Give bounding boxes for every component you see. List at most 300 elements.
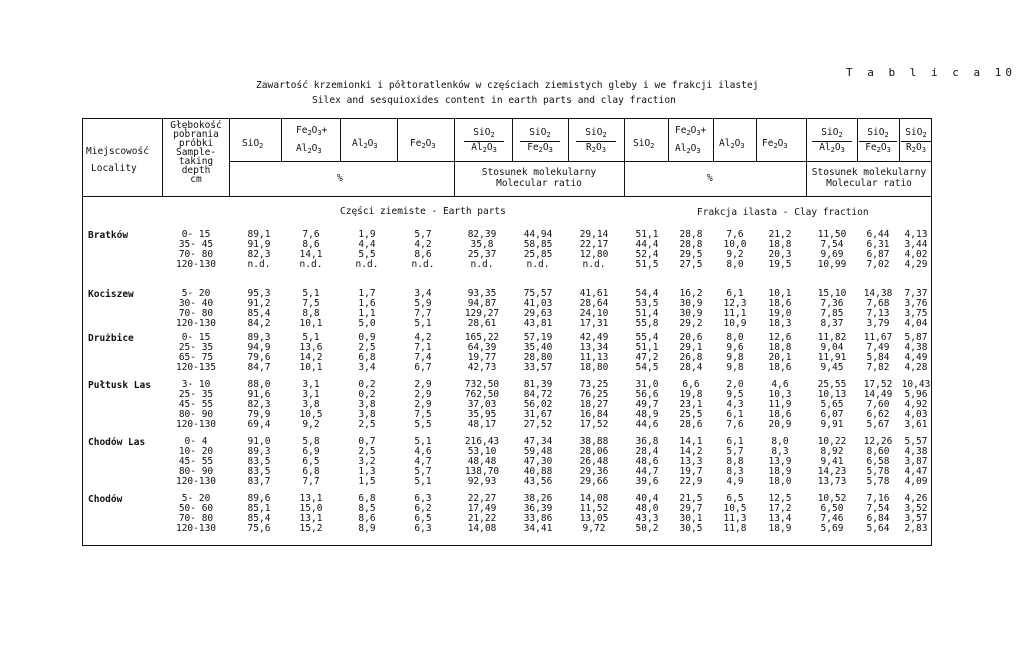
table-cell: 14,38 [863,288,893,299]
table-cell: 4,2 [414,332,432,343]
table-cell: 9,41 [820,456,844,467]
table-cell: 93,35 [467,288,497,299]
table-cell: 13,4 [768,513,792,524]
value-column-b [296,437,326,487]
table-cell: 45- 55 [178,399,214,410]
value-column-depth [164,289,228,329]
table-cell: 21,2 [768,229,792,240]
table-cell: 52,4 [635,249,659,260]
table-cell: 0- 15 [181,229,211,240]
table-cell: 88,0 [247,379,271,390]
col-rule [340,118,341,161]
table-cell: 19,7 [679,466,703,477]
table-cell: 41,61 [579,288,609,299]
table-cell: 91,6 [247,389,271,400]
value-column-d [408,333,438,373]
table-cell: 91,2 [247,298,271,309]
table-cell: 5,0 [358,318,376,329]
table-cell: 85,4 [247,308,271,319]
locality-name: Kociszew [88,289,134,300]
table-cell: 15,0 [299,503,323,514]
table-cell: 53,5 [635,298,659,309]
table-cell: 41,03 [523,298,553,309]
table-cell: 6,8 [302,466,320,477]
table-cell: 54,5 [635,362,659,373]
col-rule [281,118,282,161]
value-column-l [810,333,854,373]
table-cell: n.d. [411,259,435,270]
table-cell: 34,41 [523,523,553,534]
value-column-depth [164,333,228,373]
table-cell: 3,8 [302,399,320,410]
table-cell: 19,8 [679,389,703,400]
value-column-c [352,289,382,329]
table-cell: 18,8 [768,239,792,250]
table-cell: 5,1 [414,436,432,447]
table-cell: 83,5 [247,466,271,477]
table-cell: 19,77 [467,352,497,363]
table-cell: 8,60 [866,446,890,457]
table-cell: 25,5 [679,409,703,420]
table-cell: 53,10 [467,446,497,457]
table-cell: 6,62 [866,409,890,420]
table-cell: 10- 20 [178,446,214,457]
value-column-depth [164,230,228,270]
value-column-i [675,289,707,329]
header-clay-sio2-fe2o3: SiO$_2$ $Fe_2O_3$ [859,127,897,156]
table-cell: 2,9 [414,399,432,410]
table-cell: 7,49 [866,342,890,353]
table-cell: n.d. [247,259,271,270]
table-cell: 2,9 [414,389,432,400]
col-rule [568,118,569,161]
table-cell: 5,8 [302,436,320,447]
table-cell: 28,6 [679,419,703,430]
table-cell: 8,6 [414,249,432,260]
table-cell: 5,87 [904,332,928,343]
table-cell: 5,1 [302,288,320,299]
table-cell: 12,26 [863,436,893,447]
value-column-e [460,380,504,430]
table-cell: 165,22 [464,332,500,343]
header-percent: % [337,173,343,184]
table-cell: 0,2 [358,389,376,400]
table-cell: 28,4 [679,362,703,373]
table-cell: 13,9 [768,456,792,467]
col-rule [857,118,858,161]
table-cell: 10,3 [768,389,792,400]
section-clay-fraction: Frakcja ilasta - Clay fraction [697,207,869,218]
table-cell: 15,2 [299,523,323,534]
value-column-b [296,494,326,534]
table-cell: n.d. [299,259,323,270]
table-cell: 7,68 [866,298,890,309]
table-cell: 35- 45 [178,239,214,250]
header-sio2-al2o3: SiO$_2$ $Al_2O_3$ [464,127,504,156]
table-cell: 4,9 [726,476,744,487]
table-cell: 25- 35 [178,389,214,400]
value-column-e [460,230,504,270]
value-column-h [631,494,663,534]
table-cell: 7,13 [866,308,890,319]
table-cell: 27,5 [679,259,703,270]
table-cell: 18,27 [579,399,609,410]
table-cell: 7,5 [302,298,320,309]
table-cell: 94,9 [247,342,271,353]
table-cell: 9,6 [726,342,744,353]
table-cell: 10,0 [723,239,747,250]
table-cell: 43,81 [523,318,553,329]
table-cell: 2,5 [358,342,376,353]
table-cell: 70- 80 [178,249,214,260]
header-clay-sio2-al2o3: SiO$_2$ $Al_2O_3$ [812,127,852,156]
table-cell: 16,2 [679,288,703,299]
table-cell: 17,2 [768,503,792,514]
table-cell: 64,39 [467,342,497,353]
table-cell: 13,3 [679,456,703,467]
header-clay-fe2o3: $Fe_2O_3$ [762,138,788,150]
table-cell: 3- 10 [181,379,211,390]
table-cell: 35,40 [523,342,553,353]
table-cell: 73,25 [579,379,609,390]
value-column-a [244,437,274,487]
table-cell: 12,80 [579,249,609,260]
value-column-depth [164,437,228,487]
table-cell: 48,48 [467,456,497,467]
table-cell: 16,84 [579,409,609,420]
table-cell: 138,70 [464,466,500,477]
table-cell: 9,91 [820,419,844,430]
table-cell: 6,3 [414,493,432,504]
table-cell: 7,6 [726,229,744,240]
table-cell: 7,7 [414,308,432,319]
table-cell: 10,1 [299,362,323,373]
table-cell: 3,52 [904,503,928,514]
table-cell: 29,66 [579,476,609,487]
table-cell: 82,39 [467,229,497,240]
value-column-depth [164,380,228,430]
table-cell: 9,45 [820,362,844,373]
value-column-a [244,289,274,329]
table-cell: 4,49 [904,352,928,363]
table-cell: 8,37 [820,318,844,329]
table-cell: 29,63 [523,308,553,319]
table-cell: 2,5 [358,446,376,457]
value-column-d [408,380,438,430]
value-column-e [460,289,504,329]
table-cell: 30,1 [679,513,703,524]
table-cell: 7,54 [820,239,844,250]
table-cell: 17,52 [863,379,893,390]
header-clay-sio2-r2o3: SiO$_2$ $R_2O_3$ [901,127,931,156]
table-cell: 2,9 [414,379,432,390]
table-cell: 15,10 [817,288,847,299]
value-column-g [572,437,616,487]
table-cell: 5,7 [414,466,432,477]
table-cell: 3,44 [904,239,928,250]
value-column-e [460,494,504,534]
table-cell: 51,4 [635,308,659,319]
value-column-a [244,230,274,270]
table-cell: 18,3 [768,318,792,329]
header-fe2o3-al2o3: $Fe_2O_3+$ [296,125,328,137]
table-cell: 25,55 [817,379,847,390]
table-cell: 6,50 [820,503,844,514]
table-cell: 18,6 [768,298,792,309]
table-cell: 5,1 [414,318,432,329]
table-cell: 3,8 [358,409,376,420]
table-cell: 25,85 [523,249,553,260]
table-cell: 92,93 [467,476,497,487]
table-cell: 5,1 [414,476,432,487]
table-cell: 1,5 [358,476,376,487]
table-cell: 6,5 [414,513,432,524]
table-cell: 10,5 [299,409,323,420]
value-column-f [516,230,560,270]
table-cell: 11,82 [817,332,847,343]
table-cell: 75,57 [523,288,553,299]
table-cell: 7,54 [866,503,890,514]
value-column-b [296,289,326,329]
header-al2o3: $Al_2O_3$ [352,138,378,150]
table-cell: 9,8 [726,352,744,363]
table-cell: 5- 20 [181,493,211,504]
table-cell: 26,48 [579,456,609,467]
table-cell: 13,6 [299,342,323,353]
table-cell: 20,6 [679,332,703,343]
locality-name: Chodów Las [88,437,146,448]
table-cell: 11,91 [817,352,847,363]
table-cell: 3,79 [866,318,890,329]
table-cell: 55,8 [635,318,659,329]
value-column-k [762,230,798,270]
table-cell: 48,9 [635,409,659,420]
value-column-j [719,437,751,487]
table-cell: 10,5 [723,503,747,514]
table-cell: 3,61 [904,419,928,430]
table-cell: 120-130 [175,318,217,329]
value-column-n [901,494,931,534]
col-rule [162,118,163,196]
table-cell: 4,26 [904,493,928,504]
table-cell: 4,09 [904,476,928,487]
value-column-j [719,333,751,373]
value-column-depth [164,494,228,534]
value-column-k [762,437,798,487]
table-cell: 29,14 [579,229,609,240]
table-cell: 30,5 [679,523,703,534]
table-cell: 19,0 [768,308,792,319]
table-cell: 0,9 [358,332,376,343]
table-cell: 9,8 [726,362,744,373]
value-column-h [631,289,663,329]
table-cell: 762,50 [464,389,500,400]
value-column-l [810,289,854,329]
table-cell: 6,7 [414,362,432,373]
table-cell: 50- 60 [178,503,214,514]
table-cell: 7,7 [302,476,320,487]
table-cell: 11,50 [817,229,847,240]
table-cell: 11,13 [579,352,609,363]
table-cell: 5,65 [820,399,844,410]
value-column-l [810,230,854,270]
table-cell: 81,39 [523,379,553,390]
table-cell: 17,31 [579,318,609,329]
table-cell: 120-130 [175,523,217,534]
value-column-g [572,380,616,430]
table-cell: 3,2 [358,456,376,467]
table-cell: 7,4 [414,352,432,363]
table-cell: 58,85 [523,239,553,250]
header-clay-ratio-en: Molecular ratio [826,178,912,189]
value-column-d [408,289,438,329]
table-cell: 5,78 [866,466,890,477]
table-cell: 8,9 [358,523,376,534]
table-cell: 20,9 [768,419,792,430]
table-cell: 8,5 [358,503,376,514]
header-ratio-en: Molecular ratio [496,178,582,189]
table-cell: 5,78 [866,476,890,487]
table-cell: 9,2 [302,419,320,430]
table-cell: 48,0 [635,503,659,514]
col-rule [512,118,513,161]
value-column-f [516,437,560,487]
title-polish: Zawartość krzemionki i półtoratlenków w częściach ziemistych gleby i we frakcji ilastej [256,80,759,91]
table-cell: 7,02 [866,259,890,270]
table-cell: 47,34 [523,436,553,447]
table-cell: 28,8 [679,239,703,250]
table-cell: 6,9 [302,446,320,457]
value-column-h [631,333,663,373]
value-column-i [675,494,707,534]
table-cell: 10,22 [817,436,847,447]
table-cell: 7,36 [820,298,844,309]
table-cell: 4,38 [904,446,928,457]
table-cell: 8,8 [726,456,744,467]
table-cell: 5,5 [358,249,376,260]
header-ratio-pl: Stosunek molekularny [481,167,597,178]
table-cell: 36,39 [523,503,553,514]
table-cell: 27,52 [523,419,553,430]
table-cell: 20,3 [768,249,792,260]
table-cell: 28,64 [579,298,609,309]
value-column-g [572,230,616,270]
table-cell: 30- 40 [178,298,214,309]
table-cell: 5,69 [820,523,844,534]
table-cell: 0- 15 [181,332,211,343]
table-cell: 70- 80 [178,308,214,319]
locality-name: Pułtusk Las [88,380,151,391]
table-cell: 6,5 [302,456,320,467]
table-cell: 10,43 [901,379,931,390]
table-cell: 4,7 [414,456,432,467]
table-cell: 6,5 [726,493,744,504]
table-cell: 28,8 [679,229,703,240]
table-cell: 4,38 [904,342,928,353]
table-cell: 1,7 [358,288,376,299]
table-cell: 10,99 [817,259,847,270]
table-cell: 33,57 [523,362,553,373]
value-column-m [859,333,897,373]
table-cell: 14,08 [467,523,497,534]
table-cell: 28,61 [467,318,497,329]
table-cell: 5,7 [726,446,744,457]
value-column-m [859,437,897,487]
table-cell: 29,7 [679,503,703,514]
value-column-m [859,289,897,329]
table-cell: 31,67 [523,409,553,420]
table-cell: 11,1 [723,308,747,319]
table-cell: 18,0 [768,476,792,487]
table-cell: 6,84 [866,513,890,524]
value-column-n [901,289,931,329]
table-cell: 65- 75 [178,352,214,363]
table-cell: 4,3 [726,399,744,410]
table-cell: 7,85 [820,308,844,319]
table-cell: 3,75 [904,308,928,319]
value-column-a [244,380,274,430]
table-cell: 43,56 [523,476,553,487]
header-sio2: SiO$_2$ [242,138,264,150]
table-cell: n.d. [526,259,550,270]
col-rule [229,118,230,196]
table-cell: 0,7 [358,436,376,447]
table-cell: 5,1 [302,332,320,343]
value-column-h [631,437,663,487]
table-cell: 91,9 [247,239,271,250]
table-cell: 18,6 [768,409,792,420]
table-cell: 7,82 [866,362,890,373]
value-column-k [762,494,798,534]
table-cell: 57,19 [523,332,553,343]
table-cell: 43,3 [635,513,659,524]
value-column-i [675,380,707,430]
col-rule [899,118,900,161]
value-column-h [631,380,663,430]
table-cell: n.d. [355,259,379,270]
table-cell: 4,28 [904,362,928,373]
table-cell: n.d. [470,259,494,270]
table-cell: 5,9 [414,298,432,309]
table-cell: 7,6 [302,229,320,240]
table-cell: 8,6 [302,239,320,250]
table-cell: 3,87 [904,456,928,467]
table-cell: 33,86 [523,513,553,524]
table-cell: 85,4 [247,513,271,524]
header-locality-pl: Miejscowość [86,146,149,157]
table-cell: 25- 35 [178,342,214,353]
table-cell: 18,8 [768,342,792,353]
value-column-f [516,494,560,534]
table-cell: 3,1 [302,389,320,400]
table-cell: 5,96 [904,389,928,400]
table-cell: 1,6 [358,298,376,309]
table-cell: 7,5 [414,409,432,420]
value-column-k [762,333,798,373]
table-cell: 10,52 [817,493,847,504]
table-cell: 10,9 [723,318,747,329]
value-column-k [762,289,798,329]
table-cell: 54,4 [635,288,659,299]
table-cell: 18,9 [768,466,792,477]
table-cell: 12,3 [723,298,747,309]
table-cell: 6,31 [866,239,890,250]
table-cell: 6,58 [866,456,890,467]
table-cell: 18,6 [768,362,792,373]
table-cell: 29,2 [679,318,703,329]
value-column-j [719,380,751,430]
value-column-g [572,333,616,373]
